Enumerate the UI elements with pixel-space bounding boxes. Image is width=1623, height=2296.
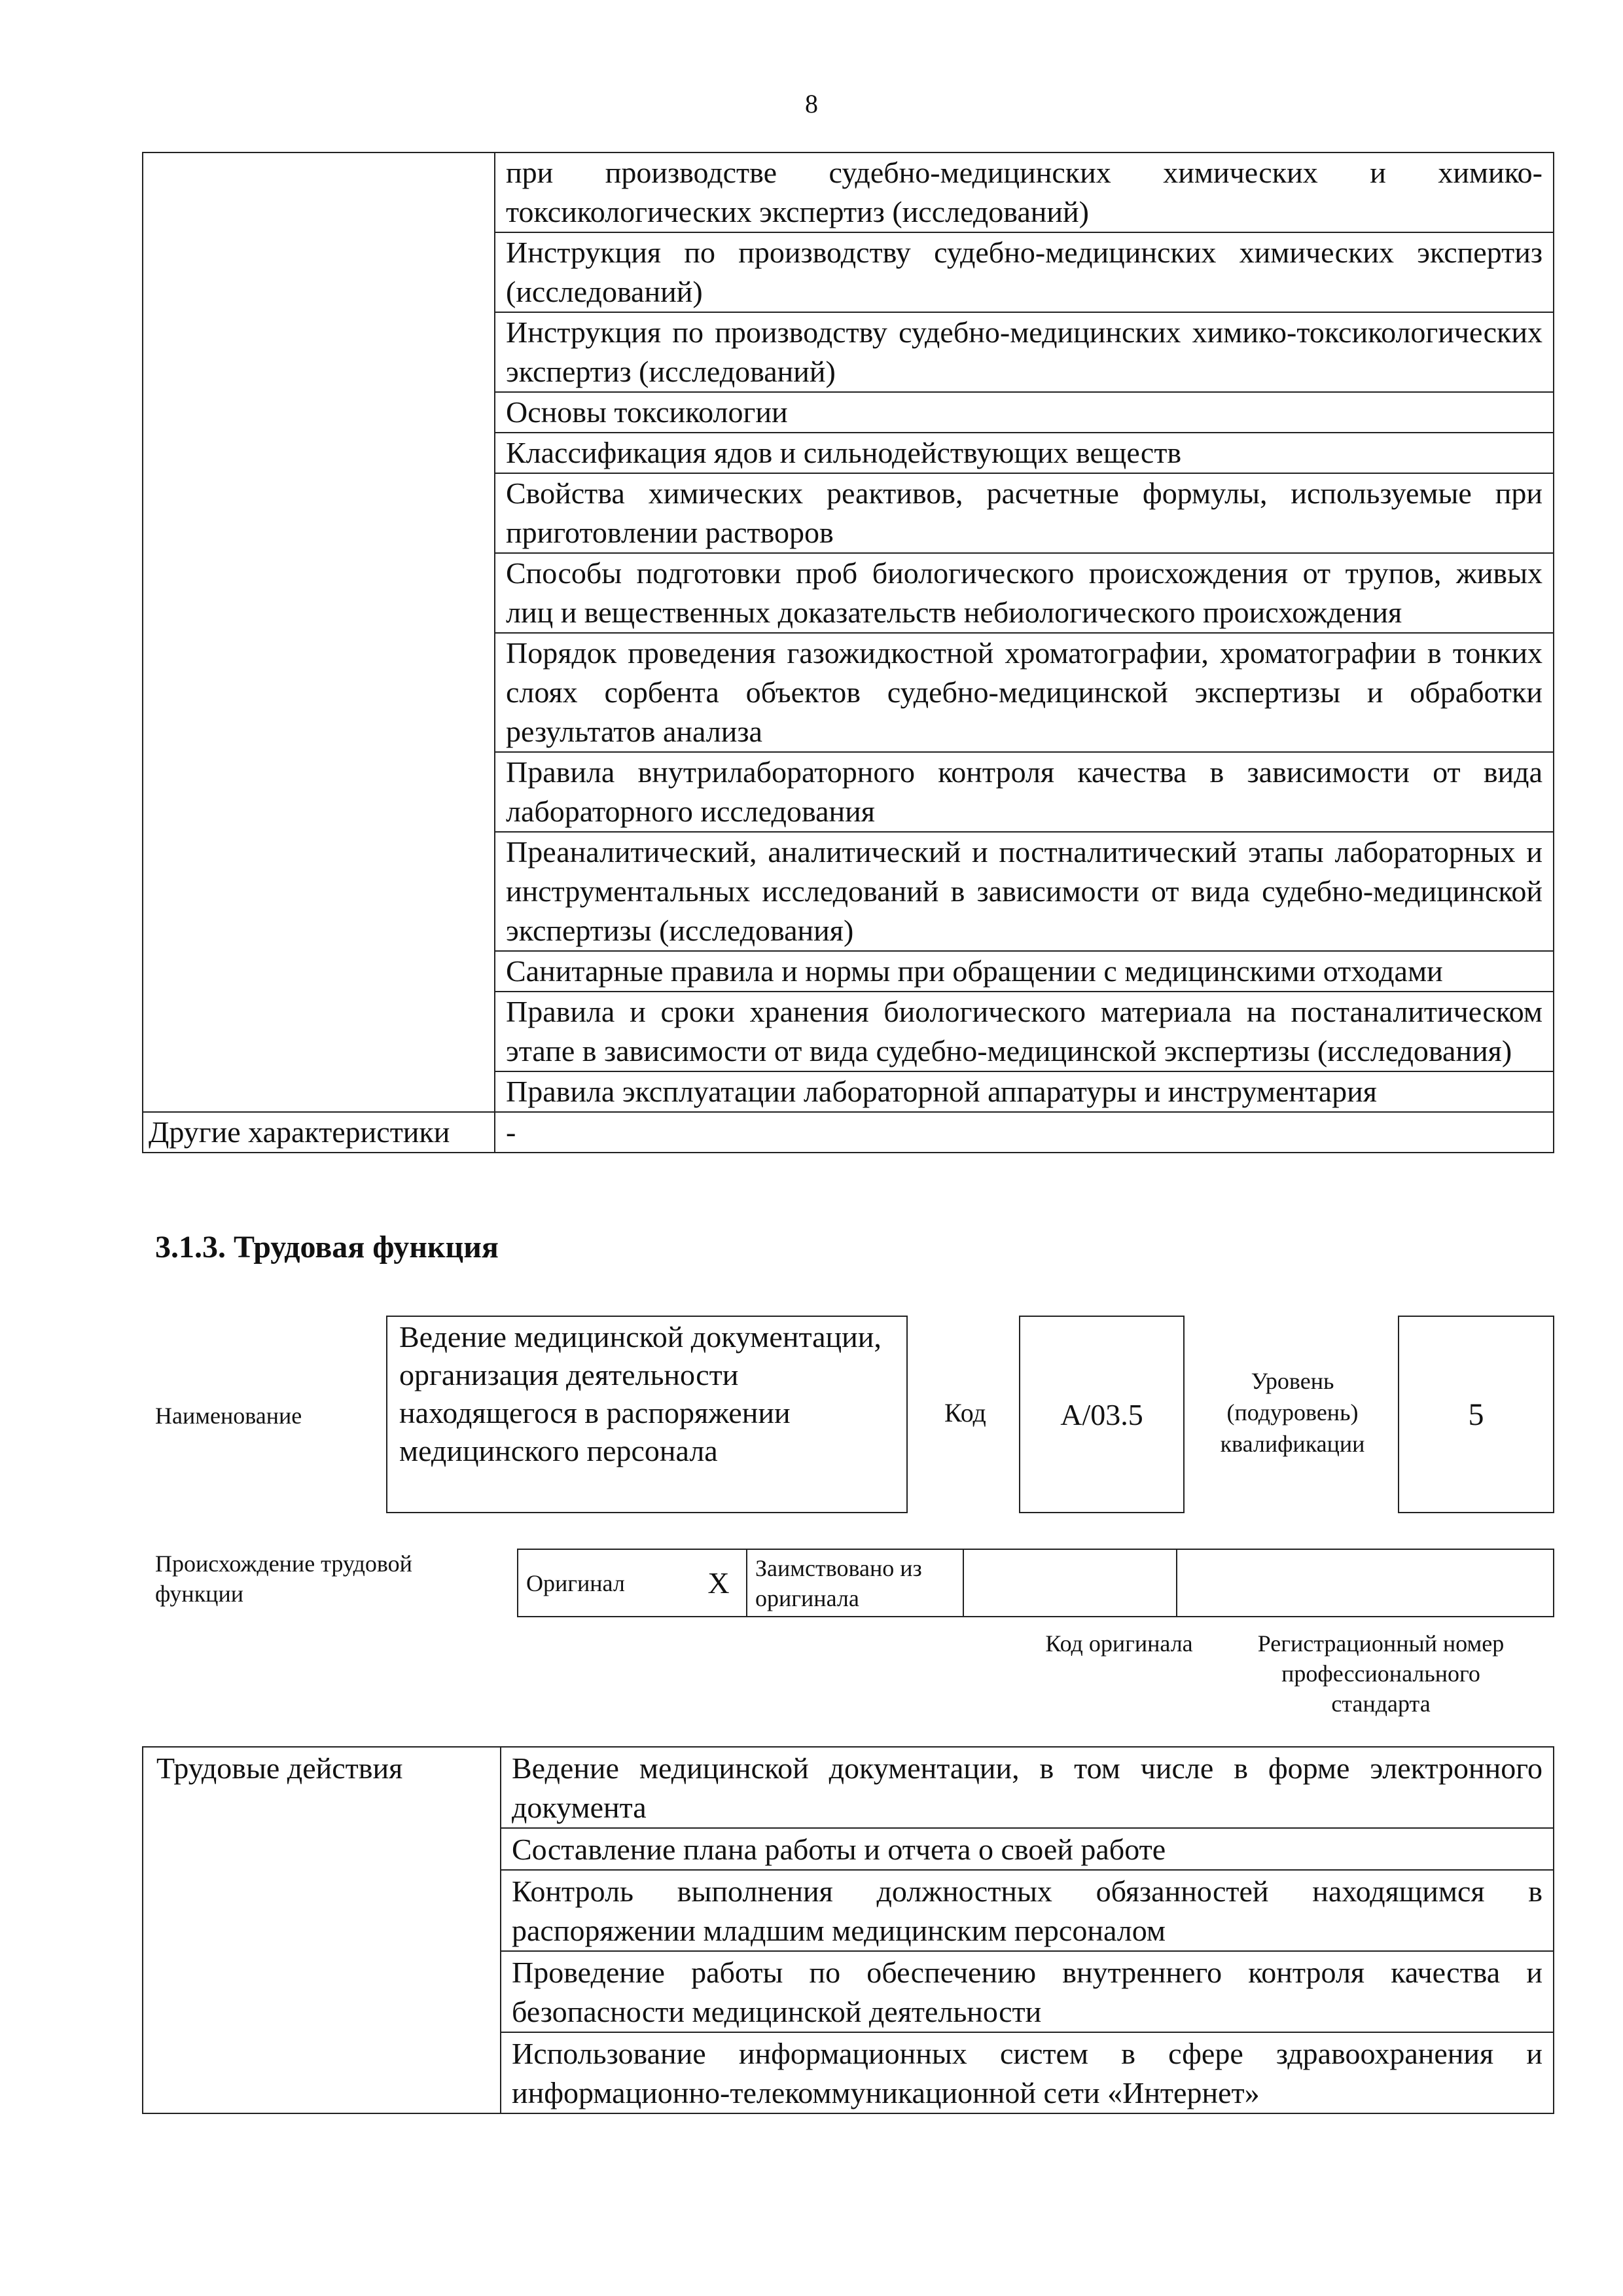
labor-action-item: Проведение работы по обеспечению внутреннего контроля качества и безопасности медицинской деятельности: [501, 1951, 1554, 2032]
labor-actions-table: [142, 1746, 1554, 2114]
function-code-box: А/03.5: [1019, 1316, 1185, 1513]
code-label: Код: [944, 1398, 986, 1427]
knowledge-item: Порядок проведения газожидкостной хроматографии, хроматографии в тонких слоях сорбента объектов судебно-медицинской экспертизы и обработки результатов анализа: [495, 633, 1554, 752]
labor-action-item: Составление плана работы и отчета о своей работе: [501, 1828, 1554, 1870]
labor-actions-label: Трудовые действия: [143, 1747, 501, 2113]
table-row: [143, 1112, 1554, 1153]
table-row: [518, 1549, 1554, 1617]
table-row: [143, 152, 1554, 232]
qualification-level-box: 5: [1398, 1316, 1554, 1513]
knowledge-item: Способы подготовки проб биологического происхождения от трупов, живых лиц и вещественных доказательств небиологического происхождения: [495, 553, 1554, 633]
knowledge-item: Основы токсикологии: [495, 392, 1554, 433]
knowledge-table: [142, 152, 1554, 1153]
knowledge-item: Правила эксплуатации лабораторной аппаратуры и инструментария: [495, 1071, 1554, 1112]
knowledge-item: Инструкция по производству судебно-медицинских химических экспертиз (исследований): [495, 232, 1554, 312]
labor-action-item: Использование информационных систем в сфере здравоохранения и информационно-телекоммуникационной сети «Интернет»: [501, 2032, 1554, 2113]
other-characteristics-label: Другие характеристики: [143, 1112, 495, 1153]
other-characteristics-value: -: [495, 1112, 1554, 1153]
registration-number-caption: Регистрационный номер профессионального стандарта: [1257, 1630, 1505, 1717]
knowledge-item: Санитарные правила и нормы при обращении с медицинскими отходами: [495, 951, 1554, 992]
knowledge-item: Правила и сроки хранения биологического материала на постаналитическом этапе в зависимости от вида судебно-медицинской экспертизы (исследования): [495, 992, 1554, 1071]
empty-left-cell: [143, 152, 495, 1112]
knowledge-item: Правила внутрилабораторного контроля качества в зависимости от вида лабораторного исследования: [495, 752, 1554, 832]
original-label: Оригинал: [518, 1549, 691, 1617]
table-row: [143, 1747, 1554, 1828]
origin-table: [517, 1549, 1554, 1617]
function-name-box: Ведение медицинской документации, организация деятельности находящегося в распоряжении медицинского персонала: [386, 1316, 908, 1513]
section-heading: 3.1.3. Трудовая функция: [155, 1230, 499, 1265]
original-code-caption: Код оригинала: [1045, 1630, 1193, 1657]
registration-number-cell: [1177, 1549, 1554, 1617]
knowledge-item: Преаналитический, аналитический и постналитический этапы лабораторных и инструментальных исследований в зависимости от вида судебно-медицинской экспертизы (исследования): [495, 832, 1554, 951]
labor-action-item: Контроль выполнения должностных обязанностей находящимся в распоряжении младшим медицинским персоналом: [501, 1870, 1554, 1951]
name-label: Наименование: [155, 1403, 302, 1429]
qualification-level-label: Уровень (подуровень) квалификации: [1220, 1368, 1365, 1457]
knowledge-item: Инструкция по производству судебно-медицинских химико-токсикологических экспертиз (исследований): [495, 312, 1554, 392]
knowledge-item: Классификация ядов и сильнодействующих веществ: [495, 433, 1554, 473]
page-number: 8: [805, 89, 818, 118]
original-code-cell: [963, 1549, 1177, 1617]
original-mark: X: [691, 1549, 747, 1617]
origin-label: Происхождение трудовой функции: [155, 1551, 412, 1607]
labor-action-item: Ведение медицинской документации, в том числе в форме электронного документа: [501, 1747, 1554, 1828]
borrowed-label: Заимствовано из оригинала: [747, 1549, 963, 1617]
knowledge-item: при производстве судебно-медицинских химических и химико-токсикологических экспертиз (исследований): [495, 152, 1554, 232]
knowledge-item: Свойства химических реактивов, расчетные формулы, используемые при приготовлении растворов: [495, 473, 1554, 553]
